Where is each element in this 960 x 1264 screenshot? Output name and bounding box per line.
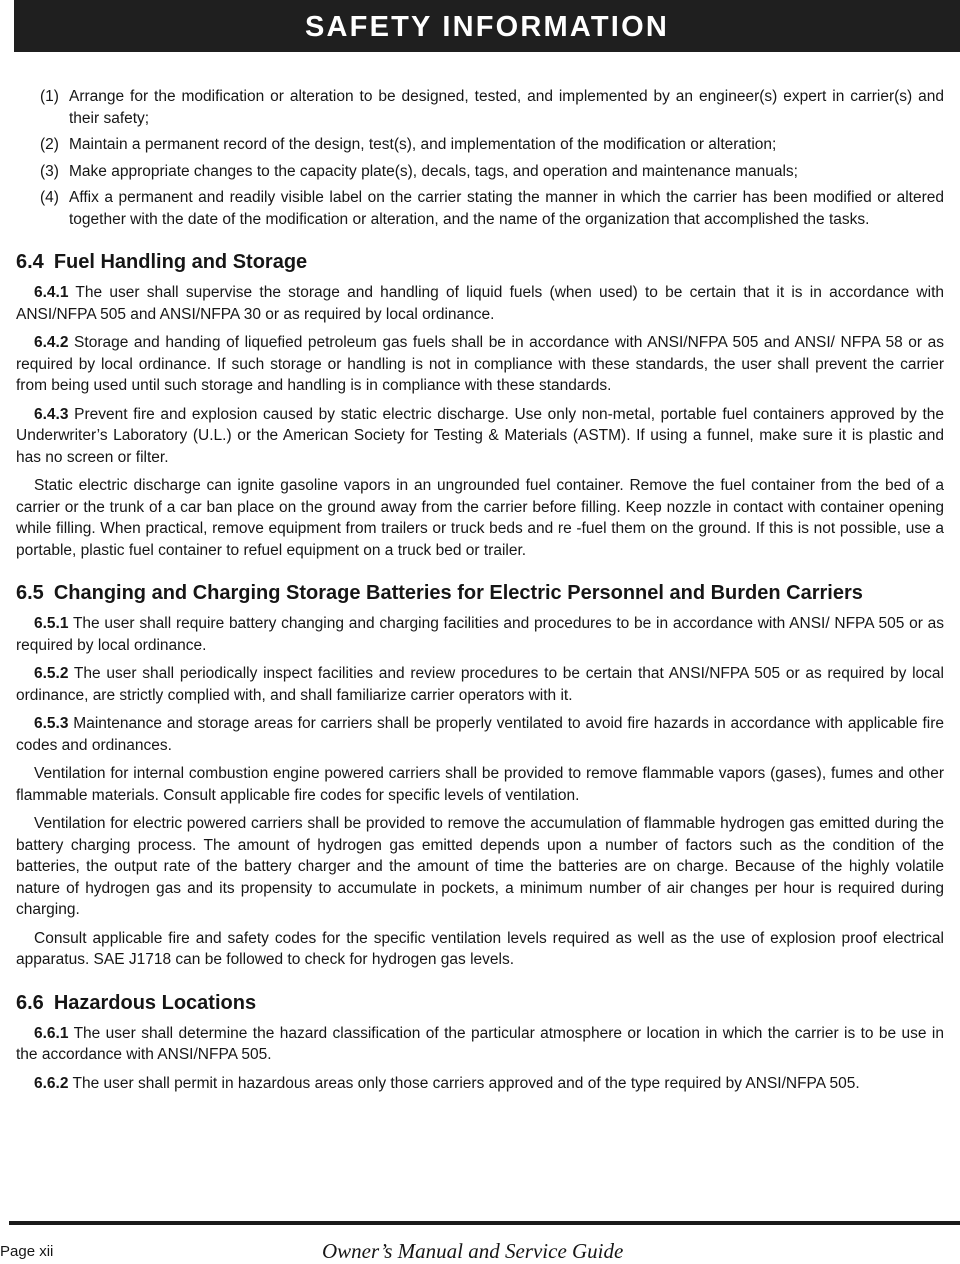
list-item-text: Affix a permanent and readily visible label on the carrier stating the manner in which the carrier has been modified or altered together with the date of the modification or alteration, and the name of the organization that accomplished the tasks. <box>69 189 944 228</box>
page-title: SAFETY INFORMATION <box>305 11 669 43</box>
list-item-number: (2) <box>40 136 59 153</box>
paragraph-number: 6.5.3 <box>34 715 69 732</box>
paragraph <box>16 1073 944 1095</box>
section-heading-battery-charging <box>16 581 944 605</box>
section-heading-fuel-handling <box>16 250 944 274</box>
paragraph-number: 6.4.1 <box>34 284 69 301</box>
paragraph: Ventilation for internal combustion engine powered carriers shall be provided to remove flammable vapors (gases), fumes and other flammable materials. Consult applicable fire codes for specific levels of ventilation. <box>16 765 944 804</box>
paragraph-number: 6.4.2 <box>34 334 69 351</box>
paragraph <box>16 713 944 756</box>
section-title: Hazardous Locations <box>53 991 257 1014</box>
section-title: Changing and Charging Storage Batteries for Electric Personnel and Burden Carriers <box>53 582 863 604</box>
list-item-text: Make appropriate changes to the capacity plate(s), decals, tags, and operation and maintenance manuals; <box>69 162 798 180</box>
list-item <box>16 187 944 230</box>
paragraph: Static electric discharge can ignite gasoline vapors in an ungrounded fuel container. Remove the fuel container from the bed of a carrier or the trunk of a car ban place on the ground away from the carrier before filling. Keep nozzle in contact with container opening while filling. When practical, remove equipment from trailers or truck beds and re -fuel them on the ground. If this is not possible, use a portable, plastic fuel container to refuel equipment on a truck bed or trailer. <box>16 477 944 559</box>
paragraph <box>16 663 944 706</box>
paragraph <box>16 282 944 325</box>
paragraph <box>16 1023 944 1066</box>
paragraph-text: The user shall require battery changing and charging facilities and procedures to be in accordance with ANSI/ NFPA 505 or as required by local ordinance. <box>16 615 944 654</box>
paragraph-number: 6.6.1 <box>34 1024 69 1042</box>
paragraph: Ventilation for electric powered carriers shall be provided to remove the accumulation of flammable hydrogen gas emitted during the battery charging process. The amount of hydrogen gas emitted depends upon a number of factors such as the condition of the batteries, the output rate of the battery charger and the amount of time the batteries are on charge. Because of the highly volatile nature of hydrogen gas and its propensity to accumulate in pockets, a minimum number of air changes per hour is required during charging. <box>16 815 944 918</box>
paragraph-number: 6.5.1 <box>34 615 69 632</box>
paragraph <box>16 332 944 397</box>
paragraph-text: Prevent fire and explosion caused by static electric discharge. Use only non-metal, portable fuel containers approved by the Underwriter’s Laboratory (U.L.) or the American Society for Testing & Materials (ASTM). If using a funnel, make sure it is plastic and has no screen or filter. <box>16 405 944 466</box>
paragraph-number: 6.6.2 <box>34 1074 69 1092</box>
paragraph-number: 6.5.2 <box>34 665 69 682</box>
list-item <box>16 86 944 129</box>
list-item-number: (4) <box>40 189 59 206</box>
paragraph <box>16 404 944 469</box>
paragraph-text: The user shall periodically inspect facilities and review procedures to be certain that ANSI/NFPA 505 or as required by local ordinance, are strictly complied with, and shall familiarize carrier operators with it. <box>16 665 944 704</box>
header-bar <box>14 0 960 52</box>
section-number: 6.5 <box>16 582 44 604</box>
paragraph-text: Maintenance and storage areas for carriers shall be properly ventilated to avoid fire hazards in accordance with applicable fire codes and ordinances. <box>16 715 944 754</box>
list-item-text: Arrange for the modification or alteration to be designed, tested, and implemented by an engineer(s) expert in carrier(s) and their safety; <box>69 88 944 127</box>
footer-divider <box>9 1221 960 1225</box>
paragraph-text: The user shall determine the hazard classification of the particular atmosphere or location in which the carrier is to be use in the accordance with ANSI/NFPA 505. <box>16 1024 944 1063</box>
paragraph-text: Storage and handing of liquefied petroleum gas fuels shall be in accordance with ANSI/NFPA 505 and ANSI/ NFPA 58 or as required by local ordinance. If such storage or handling is not in compliance with these standards, the user shall prevent the carrier from being used until such storage and handling is in compliance with these standards. <box>16 334 944 394</box>
list-item-number: (1) <box>40 88 59 105</box>
footer-document-title: Owner’s Manual and Service Guide <box>322 1239 624 1263</box>
list-item-number: (3) <box>40 162 59 180</box>
list-item <box>16 134 944 156</box>
list-item-text: Maintain a permanent record of the design, test(s), and implementation of the modification or alteration; <box>69 136 777 153</box>
paragraph-number: 6.4.3 <box>34 405 69 423</box>
paragraph-text: The user shall permit in hazardous areas only those carriers approved and of the type required by ANSI/NFPA 505. <box>68 1074 860 1092</box>
document-body <box>16 86 944 1101</box>
section-number: 6.6 <box>16 991 44 1014</box>
section-heading-hazardous-locations <box>16 991 944 1015</box>
list-item <box>16 161 944 183</box>
paragraph: Consult applicable fire and safety codes for the specific ventilation levels required as well as the use of explosion proof electrical apparatus. SAE J1718 can be followed to check for hydrogen gas levels. <box>16 929 944 968</box>
paragraph <box>16 613 944 656</box>
section-number: 6.4 <box>16 251 44 273</box>
section-title: Fuel Handling and Storage <box>53 251 308 273</box>
paragraph-text: The user shall supervise the storage and handling of liquid fuels (when used) to be certain that it is in accordance with ANSI/NFPA 505 and ANSI/NFPA 30 or as required by local ordinance. <box>16 284 944 323</box>
page-number: Page xii <box>0 1243 54 1260</box>
